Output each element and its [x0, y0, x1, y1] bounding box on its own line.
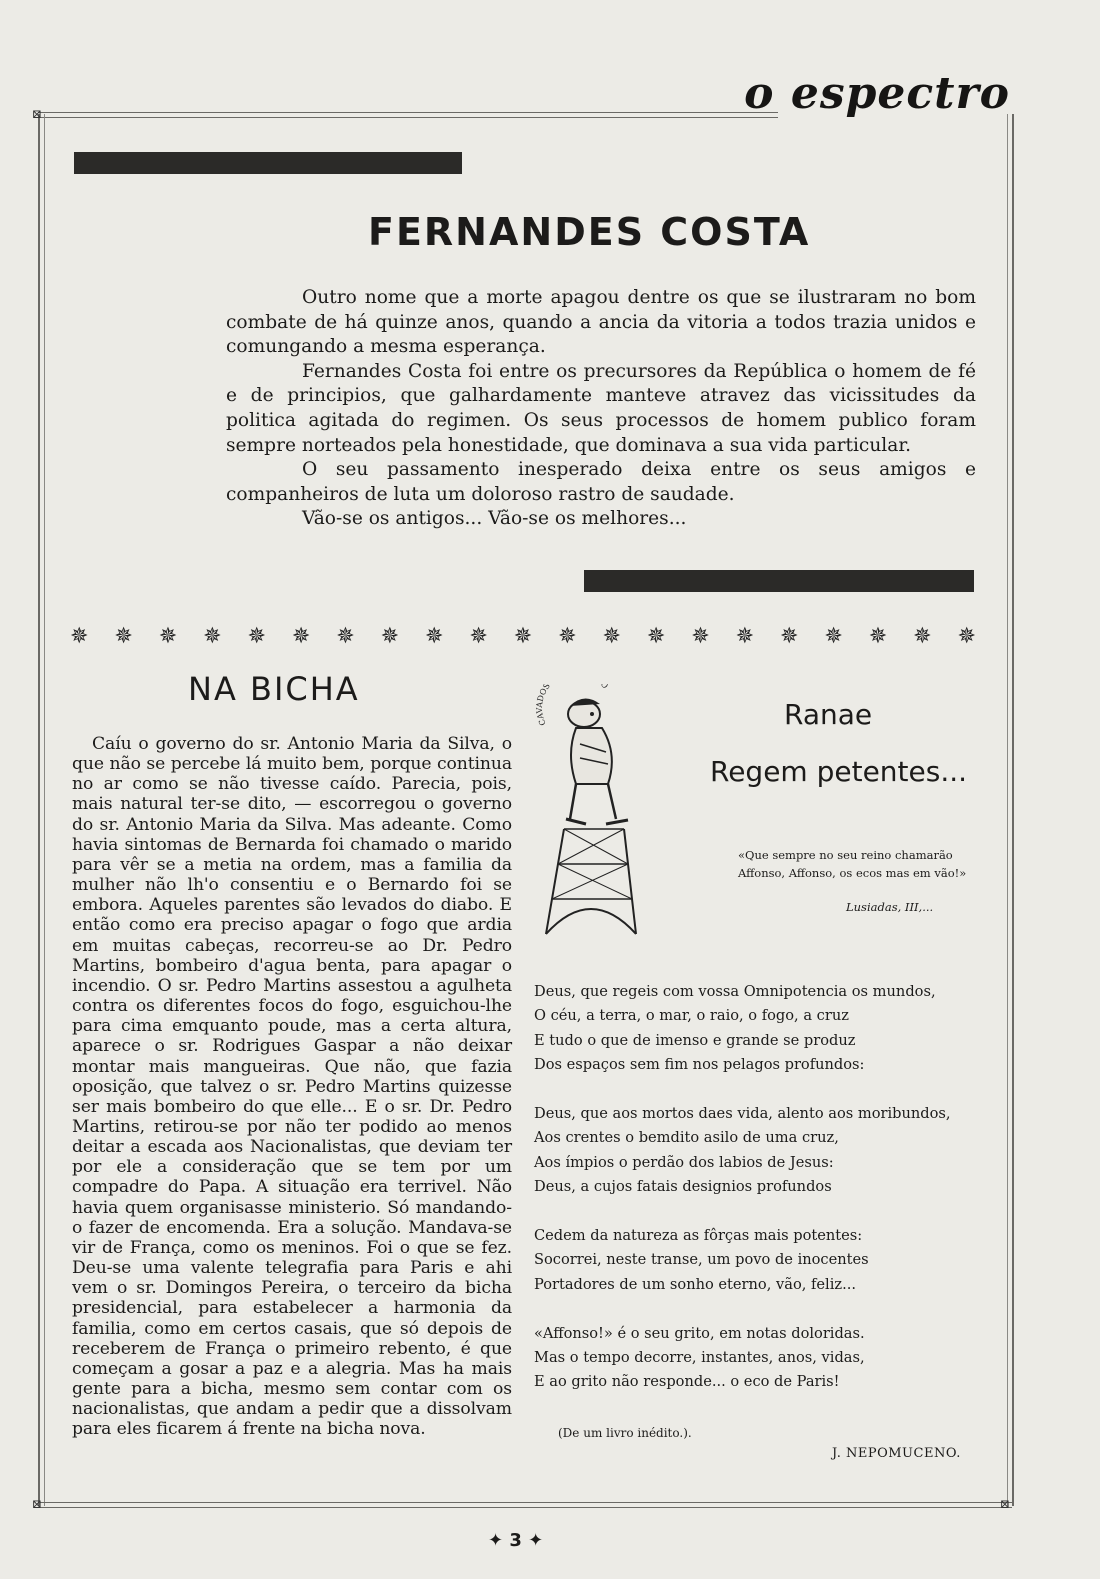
- article-title: FERNANDES COSTA: [368, 210, 811, 254]
- article-body: [72, 734, 512, 1439]
- star-ornament-icon: ✵: [114, 624, 133, 649]
- article-body: [226, 286, 976, 532]
- article-paragraph: Vão-se os antigos... Vão-se os melhores...: [302, 508, 687, 530]
- star-ornament-icon: ✵: [646, 624, 666, 649]
- star-ornament-icon: ✵: [513, 624, 533, 649]
- star-ornament-icon: ✵: [780, 624, 799, 649]
- star-ornament-icon: ✵: [158, 624, 178, 649]
- poem-line: Deus, que aos mortos daes vida, alento aos moribundos,: [534, 1105, 951, 1123]
- star-separator: [70, 624, 976, 649]
- poem-line: Portadores de um sonho eterno, vão, feliz...: [534, 1275, 856, 1293]
- frame-inner-left: [44, 114, 45, 1506]
- star-ornament-icon: ✵: [380, 624, 400, 649]
- caricature-illustration: [536, 684, 646, 944]
- poem-line: «Affonso!» é o seu grito, em notas doloridas.: [534, 1324, 865, 1342]
- star-ornament-icon: ✵: [70, 624, 89, 649]
- page-number: ✦ 3 ✦: [488, 1530, 544, 1551]
- article-title: NA BICHA: [188, 670, 360, 708]
- poem-epigraph: [738, 846, 966, 882]
- poem-line: O céu, a terra, o mar, o raio, o fogo, a cruz: [534, 1007, 849, 1025]
- epigraph-source: Lusiadas, III,...: [846, 900, 934, 914]
- poem-note: (De um livro inédito.).: [558, 1426, 692, 1440]
- caricature-figure-on-eiffel-tower-icon: [536, 684, 646, 944]
- epigraph-line: «Que sempre no seu reino chamarão: [738, 848, 953, 862]
- poem-title: Ranae: [784, 698, 873, 731]
- poem-line: Deus, que regeis com vossa Omnipotencia os mundos,: [534, 983, 936, 1000]
- star-ornament-icon: ✵: [469, 624, 488, 649]
- poem-line: E tudo o que de imenso e grande se produz: [534, 1031, 856, 1049]
- star-ornament-icon: ✵: [203, 624, 222, 649]
- poem-stanza: [534, 1322, 964, 1395]
- bottom-rule: [38, 1502, 1012, 1508]
- poem-body: [534, 980, 964, 1419]
- corner-ornament-icon: ⊠: [32, 1497, 43, 1511]
- poem-line: Dos espaços sem fim nos pelagos profundos:: [534, 1056, 865, 1074]
- poem-stanza: [534, 980, 964, 1078]
- star-ornament-icon: ✵: [558, 624, 577, 649]
- star-ornament-icon: ✵: [291, 624, 311, 649]
- star-ornament-icon: ✵: [425, 624, 444, 649]
- star-ornament-icon: ✵: [735, 624, 755, 649]
- article-paragraph: Fernandes Costa foi entre os precursores da República o homem de fé e de principios, que galhardamente manteve atravez das vicissitudes da politica agitada do regimen. Os seus processos de homem publico foram sempre norteados pela honestidade, que dominava a sua vida particular.: [226, 360, 976, 456]
- epigraph-line: Affonso, Affonso, os ecos mas em vão!»: [738, 866, 967, 880]
- poem-line: Aos crentes o bemdito asilo de uma cruz,: [534, 1129, 839, 1147]
- article-paragraph: Outro nome que a morte apagou dentre os que se ilustraram no bom combate de há quinze anos, quando a ancia da vitoria a todos trazia unidos e comungando a mesma esperança.: [226, 287, 976, 358]
- decorative-bar: [74, 152, 462, 174]
- star-ornament-icon: ✵: [957, 624, 976, 649]
- corner-ornament-icon: ⊠: [1000, 1497, 1011, 1511]
- star-ornament-icon: ✵: [336, 624, 355, 649]
- star-ornament-icon: ✵: [602, 624, 621, 649]
- poem-line: E ao grito não responde... o eco de Paris!: [534, 1373, 840, 1391]
- corner-ornament-icon: ⊠: [32, 107, 43, 121]
- poem-stanza: [534, 1102, 964, 1200]
- poem-line: Cedem da natureza as fôrças mais potentes:: [534, 1227, 863, 1245]
- star-ornament-icon: ✵: [868, 624, 888, 649]
- star-ornament-icon: ✵: [691, 624, 710, 649]
- poem-author: J. NEPOMUCENO.: [832, 1446, 961, 1461]
- poem-line: Deus, a cujos fatais designios profundos: [534, 1178, 832, 1196]
- star-ornament-icon: ✵: [824, 624, 843, 649]
- decorative-bar: [584, 570, 974, 592]
- masthead: o espectro: [744, 68, 1010, 119]
- article-paragraph: O seu passamento inesperado deixa entre os seus amigos e companheiros de luta um doloroso rastro de saudade.: [226, 459, 976, 505]
- star-ornament-icon: ✵: [247, 624, 266, 649]
- poem-stanza: [534, 1224, 964, 1297]
- frame-inner-right: [1007, 114, 1008, 1506]
- article-paragraph: Caíu o governo do sr. Antonio Maria da Silva, o que não se percebe lá muito bem, porque continua no ar como se não tivesse caído. Parecia, pois, mais natural ter-se dito, — escorregou o governo do sr. Antonio Maria da Silva. Mas adeante. Como havia sintomas de Bernarda foi chamado o marido para vêr se a metia na ordem, mas a familia da mulher não lh'o consentiu e o Bernardo foi se embora. Aqueles parentes são levados do diabo. E então como era preciso apagar o fogo que ardia em muitas cabeças, recorreu-se ao Dr. Pedro Martins, bombeiro d'agua benta, para apagar o incendio. O sr. Pedro Martins assestou a agulheta contra os diferentes focos do fogo, esguichou-lhe para cima emquanto poude, mas a certa altura, aparece o sr. Rodrigues Gaspar a não deixar montar mais mangueiras. Que não, que fazia oposição, que talvez o sr. Pedro Martins quizesse ser mais bombeiro do que elle... E o sr. Dr. Pedro Martins, retirou-se por não ter podido ao menos deitar a escada aos Nacionalistas, que deviam ter por ele a consideração que se tem por um compadre do Papa. A situação era terrivel. Não havia quem organisasse ministerio. Só mandando-o fazer de encomenda. Era a solução. Mandava-se vir de França, como os meninos. Foi o que se fez. Deu-se uma valente telegrafia para Paris e ahi vem o sr. Domingos Pereira, o terceiro da bicha presidencial, para estabelecer a harmonia da familia, como em certos casais, que só depois de receberem de França o primeiro rebento, é que começam a gosar a paz e a alegria. Mas ha mais gente para a bicha, mesmo sem contar com os nacionalistas, que andam a pedir que a dissolvam para eles ficarem á frente na bicha nova.: [72, 734, 512, 1440]
- star-ornament-icon: ✵: [913, 624, 932, 649]
- illustration-caption: CA DOS O: [536, 684, 610, 727]
- poem-line: Socorrei, neste transe, um povo de inocentes: [534, 1251, 869, 1269]
- poem-subtitle: Regem petentes...: [710, 755, 968, 788]
- poem-line: Aos ímpios o perdão dos labios de Jesus:: [534, 1153, 834, 1171]
- poem-line: Mas o tempo decorre, instantes, anos, vidas,: [534, 1349, 865, 1367]
